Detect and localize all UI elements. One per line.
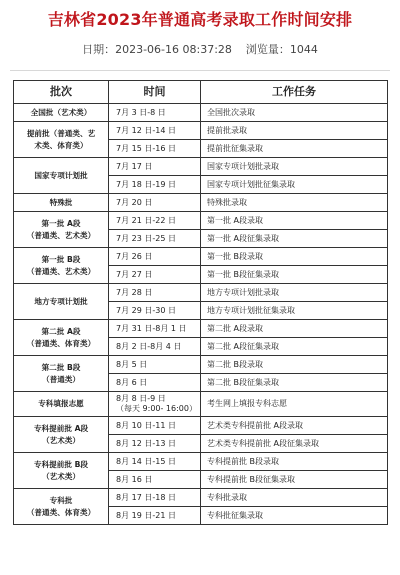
time-cell bbox=[109, 374, 201, 392]
page-title: 吉林省2023年普通高考录取工作时间安排 bbox=[47, 10, 353, 29]
time-cell bbox=[109, 507, 201, 525]
time-text: 8月 5 日 bbox=[116, 359, 148, 369]
batch-label: （普通类、艺术类） bbox=[26, 266, 96, 276]
task-cell: 特殊批录取 bbox=[201, 194, 388, 212]
batch-label: 特殊批 bbox=[49, 197, 73, 207]
batch-cell bbox=[14, 453, 109, 489]
task-cell: 艺术类专科提前批 A段征集录取 bbox=[201, 435, 388, 453]
time-text: 8月 16 日 bbox=[116, 474, 153, 484]
batch-label: （普通类、体育类） bbox=[26, 507, 96, 517]
time-cell bbox=[109, 176, 201, 194]
time-cell bbox=[109, 212, 201, 230]
schedule-table bbox=[13, 80, 388, 525]
batch-label: （艺术类） bbox=[42, 435, 80, 445]
time-text: 8月 10 日-11 日 bbox=[116, 420, 176, 430]
time-cell bbox=[109, 104, 201, 122]
time-cell bbox=[109, 392, 201, 417]
time-text: 7月 12 日-14 日 bbox=[116, 125, 176, 135]
time-text: 8月 8 日-9 日 bbox=[116, 394, 166, 403]
batch-cell bbox=[14, 356, 109, 392]
time-cell bbox=[109, 158, 201, 176]
batch-label: （普通类、艺术类） bbox=[26, 230, 96, 240]
table-row bbox=[14, 284, 388, 302]
table-row bbox=[14, 356, 388, 374]
batch-label: （艺术类） bbox=[42, 471, 80, 481]
task-cell: 专科提前批 B段征集录取 bbox=[201, 471, 388, 489]
time-cell bbox=[109, 356, 201, 374]
task-cell: 提前批录取 bbox=[201, 122, 388, 140]
time-cell bbox=[109, 338, 201, 356]
time-cell bbox=[109, 140, 201, 158]
time-text: 7月 27 日 bbox=[116, 269, 153, 279]
batch-cell bbox=[14, 248, 109, 284]
batch-label: 专科填报志愿 bbox=[38, 399, 84, 408]
batch-label: （普通类） bbox=[42, 374, 80, 384]
header-time: 时间 bbox=[109, 81, 201, 104]
time-text: 7月 17 日 bbox=[116, 161, 153, 171]
time-text: 8月 6 日 bbox=[116, 377, 148, 387]
batch-cell bbox=[14, 158, 109, 194]
batch-label: 专科提前批 B段 bbox=[34, 459, 88, 469]
divider bbox=[10, 70, 390, 71]
time-cell bbox=[109, 194, 201, 212]
time-cell bbox=[109, 230, 201, 248]
batch-cell bbox=[14, 284, 109, 320]
task-cell: 国家专项计划批征集录取 bbox=[201, 176, 388, 194]
batch-cell bbox=[14, 212, 109, 248]
time-cell bbox=[109, 320, 201, 338]
task-cell: 地方专项计划批录取 bbox=[201, 284, 388, 302]
batch-label: （普通类、体育类） bbox=[26, 338, 96, 348]
task-cell: 提前批征集录取 bbox=[201, 140, 388, 158]
table-header-row bbox=[14, 81, 388, 104]
batch-label: 专科批 bbox=[49, 495, 73, 505]
time-cell bbox=[109, 489, 201, 507]
time-text: 7月 3 日-8 日 bbox=[116, 107, 166, 117]
task-cell: 专科批录取 bbox=[201, 489, 388, 507]
time-cell bbox=[109, 122, 201, 140]
time-text: 7月 26 日 bbox=[116, 251, 153, 261]
batch-label: 第一批 B段 bbox=[41, 254, 81, 264]
time-text: 8月 2 日-8月 4 日 bbox=[116, 341, 182, 351]
table-row bbox=[14, 248, 388, 266]
header-task: 工作任务 bbox=[201, 81, 388, 104]
time-text: 7月 31 日-8月 1 日 bbox=[116, 323, 187, 333]
task-cell: 第二批 A段征集录取 bbox=[201, 338, 388, 356]
table-row bbox=[14, 320, 388, 338]
table-row bbox=[14, 392, 388, 417]
time-cell bbox=[109, 471, 201, 489]
time-text: 7月 29 日-30 日 bbox=[116, 305, 176, 315]
time-cell bbox=[109, 302, 201, 320]
batch-label: 第一批 A段 bbox=[41, 218, 81, 228]
table-body bbox=[14, 104, 388, 525]
table-row bbox=[14, 122, 388, 140]
batch-cell bbox=[14, 122, 109, 158]
task-cell: 地方专项计划批征集录取 bbox=[201, 302, 388, 320]
task-cell: 第一批 B段征集录取 bbox=[201, 266, 388, 284]
time-text: 7月 23 日-25 日 bbox=[116, 233, 176, 243]
batch-cell bbox=[14, 392, 109, 417]
time-text: 7月 21 日-22 日 bbox=[116, 215, 176, 225]
time-cell bbox=[109, 417, 201, 435]
table-row bbox=[14, 158, 388, 176]
time-text: （每天 9:00- 16:00） bbox=[116, 404, 197, 413]
time-text: 8月 12 日-13 日 bbox=[116, 438, 176, 448]
time-text: 8月 14 日-15 日 bbox=[116, 456, 176, 466]
table-row bbox=[14, 104, 388, 122]
batch-cell bbox=[14, 194, 109, 212]
batch-cell bbox=[14, 489, 109, 525]
batch-cell bbox=[14, 320, 109, 356]
batch-label: 第二批 B段 bbox=[41, 362, 81, 372]
batch-label: 提前批（普通类、艺 bbox=[26, 128, 96, 138]
task-cell: 全国批次录取 bbox=[201, 104, 388, 122]
task-cell: 第一批 B段录取 bbox=[201, 248, 388, 266]
time-text: 8月 17 日-18 日 bbox=[116, 492, 176, 502]
task-cell: 专科提前批 B段录取 bbox=[201, 453, 388, 471]
table-row bbox=[14, 194, 388, 212]
batch-label: 全国批（艺术类） bbox=[30, 107, 92, 117]
batch-label: 第二批 A段 bbox=[41, 326, 81, 336]
time-cell bbox=[109, 453, 201, 471]
time-cell bbox=[109, 435, 201, 453]
time-text: 7月 18 日-19 日 bbox=[116, 179, 176, 189]
task-cell: 艺术类专科提前批 A段录取 bbox=[201, 417, 388, 435]
table-row bbox=[14, 417, 388, 435]
time-cell bbox=[109, 266, 201, 284]
table-row bbox=[14, 489, 388, 507]
time-text: 8月 19 日-21 日 bbox=[116, 510, 176, 520]
task-cell: 第二批 A段录取 bbox=[201, 320, 388, 338]
task-cell: 国家专项计划批录取 bbox=[201, 158, 388, 176]
task-cell: 考生网上填报专科志愿 bbox=[201, 392, 388, 417]
batch-label: 国家专项计划批 bbox=[34, 170, 88, 180]
task-cell: 第一批 A段征集录取 bbox=[201, 230, 388, 248]
table-row bbox=[14, 453, 388, 471]
task-cell: 第二批 B段录取 bbox=[201, 356, 388, 374]
time-text: 7月 20 日 bbox=[116, 197, 153, 207]
task-cell: 第二批 B段征集录取 bbox=[201, 374, 388, 392]
batch-label: 术类、体育类） bbox=[34, 140, 88, 150]
header-batch: 批次 bbox=[14, 81, 109, 104]
time-text: 7月 28 日 bbox=[116, 287, 153, 297]
view-count: 浏览量：1044 bbox=[245, 43, 318, 56]
task-cell: 专科批征集录取 bbox=[201, 507, 388, 525]
article-meta bbox=[0, 42, 400, 58]
batch-label: 专科提前批 A段 bbox=[33, 423, 89, 433]
time-cell bbox=[109, 248, 201, 266]
time-cell bbox=[109, 284, 201, 302]
task-cell: 第一批 A段录取 bbox=[201, 212, 388, 230]
batch-cell bbox=[14, 104, 109, 122]
time-text: 7月 15 日-16 日 bbox=[116, 143, 176, 153]
publish-date: 日期：2023-06-16 08:37:28 bbox=[82, 43, 232, 56]
batch-label: 地方专项计划批 bbox=[34, 296, 88, 306]
batch-cell bbox=[14, 417, 109, 453]
table-row bbox=[14, 212, 388, 230]
